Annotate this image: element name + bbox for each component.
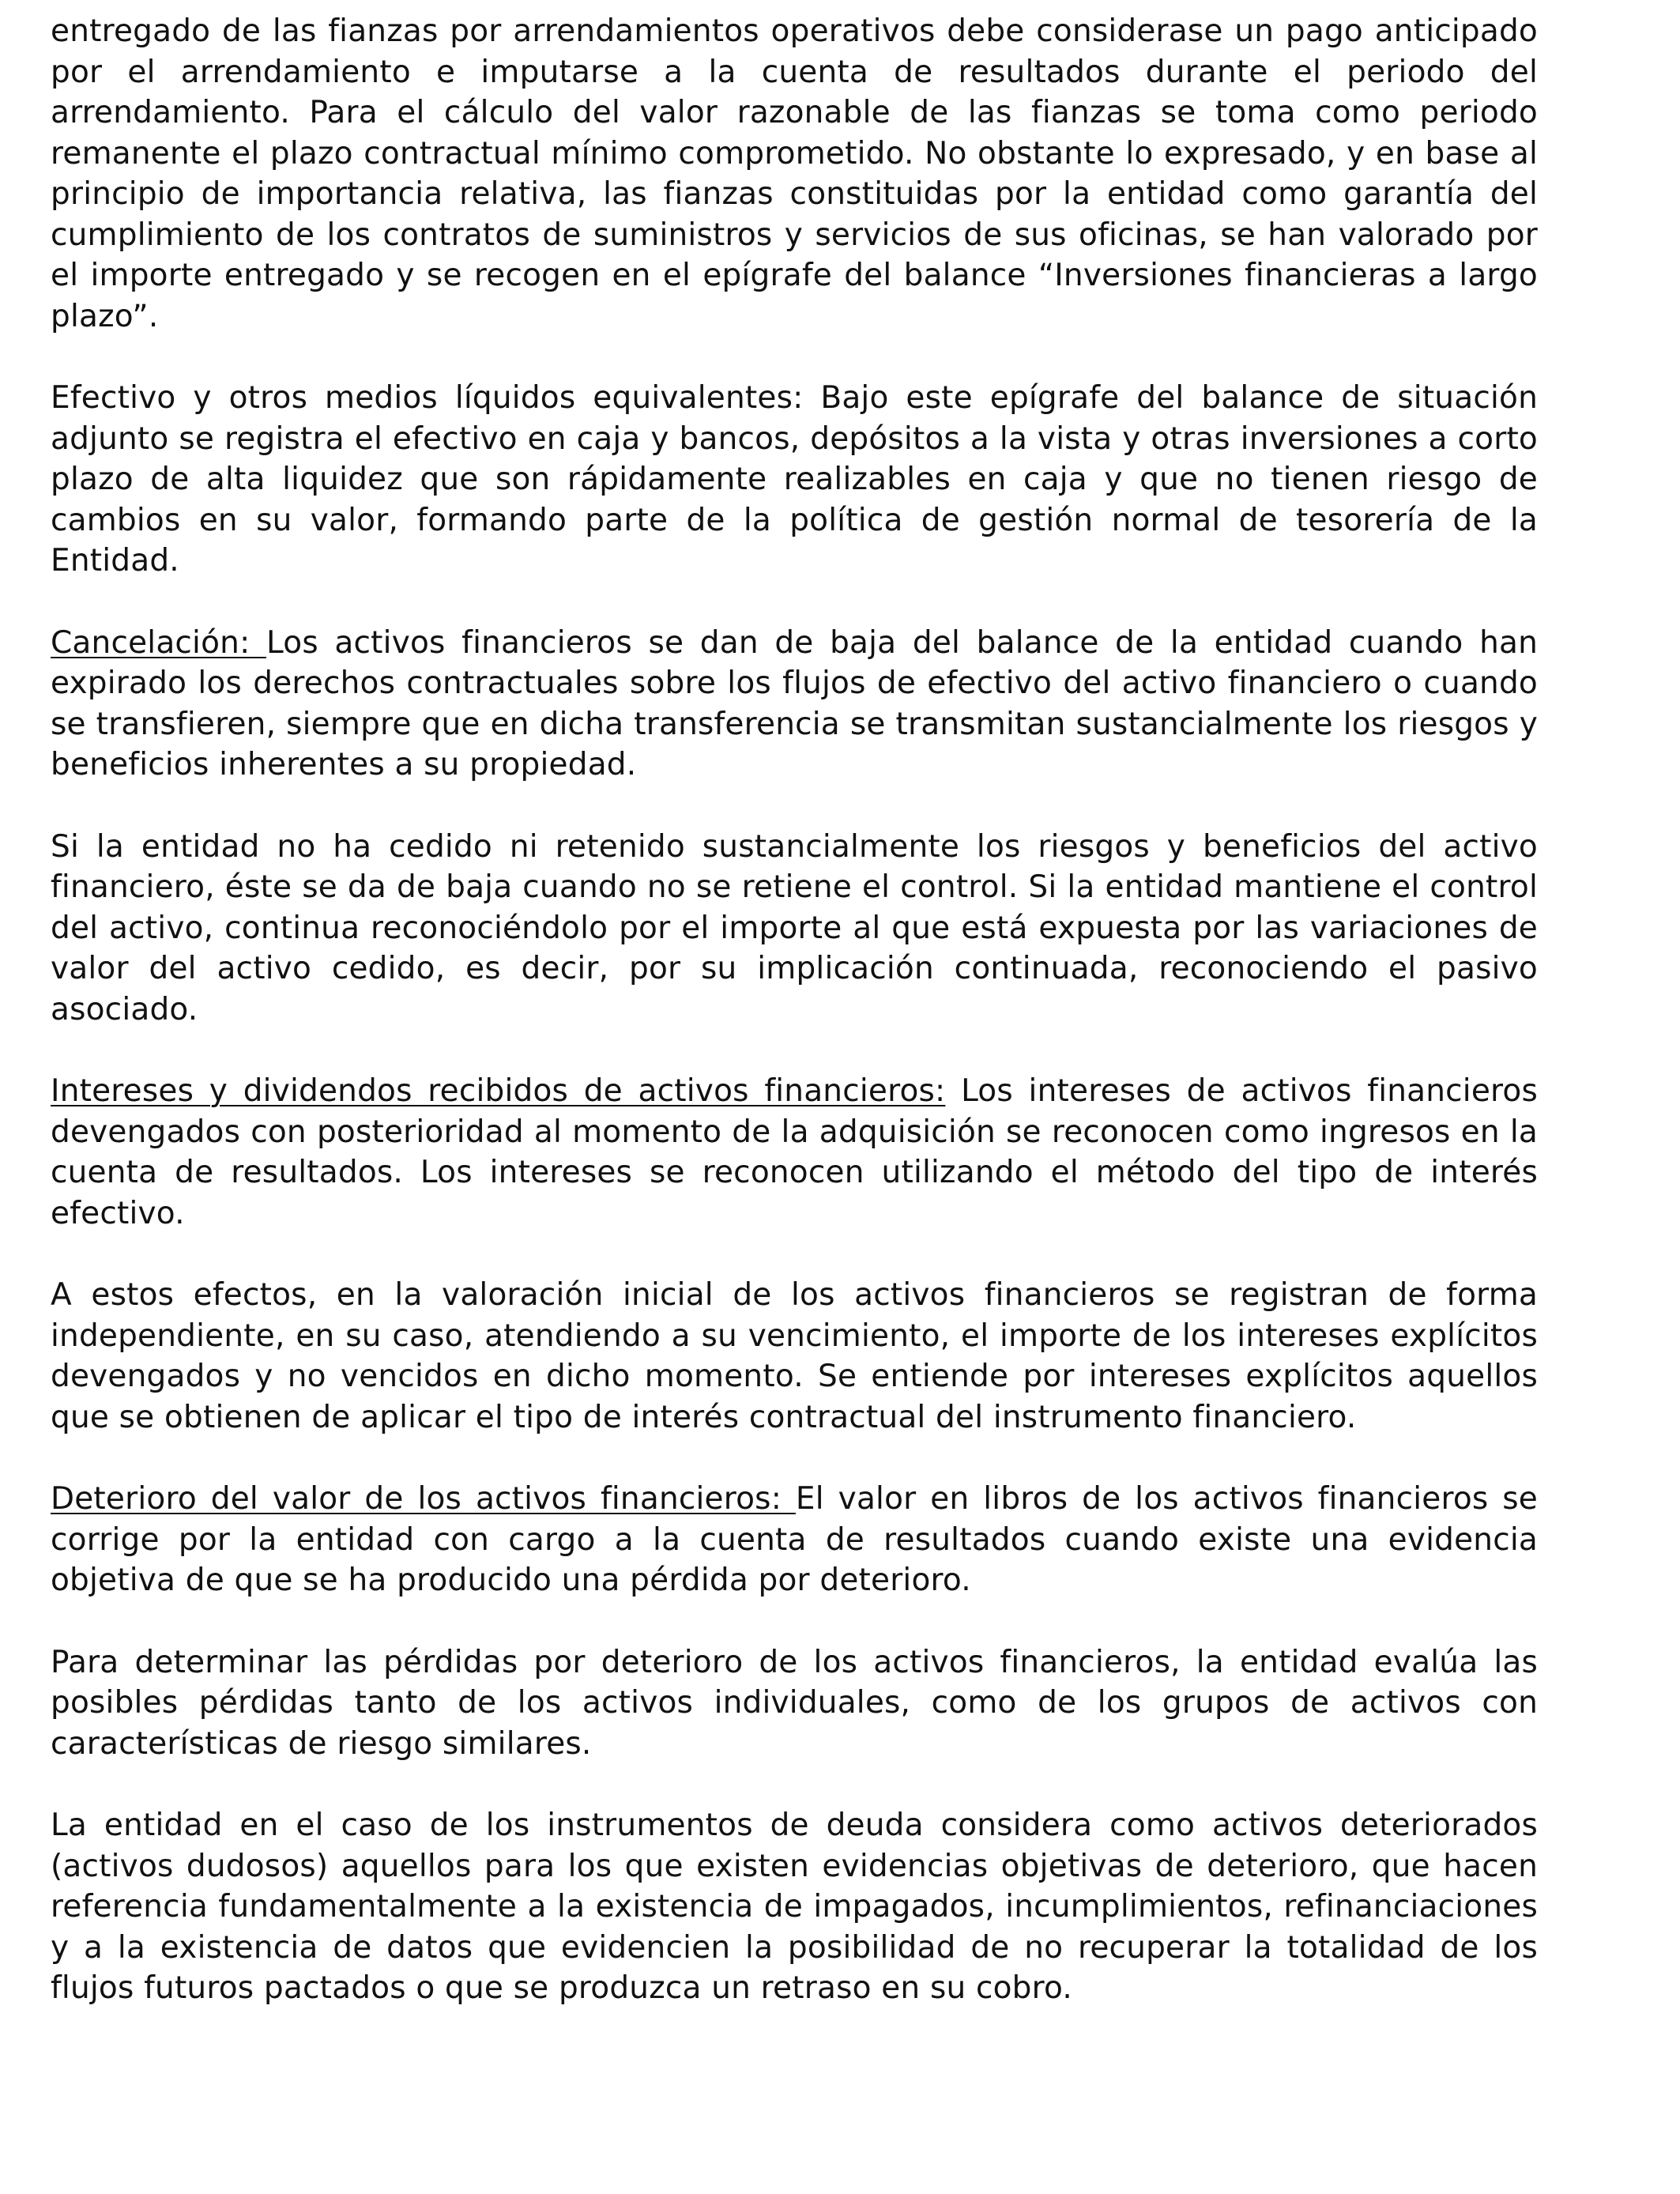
paragraph-cancelacion — [51, 623, 1538, 786]
paragraph-text: A estos efectos, en la valoración inicial de los activos financieros se registran de forma independiente, en su caso, atendiendo a su vencimiento, el importe de los intereses explícitos devengados y no vencidos en dicho momento. Se entiende por intereses explícitos aquellos que se obtienen de aplicar el tipo de interés contractual del instrumento financiero. — [51, 1277, 1538, 1435]
paragraph-efectivo — [51, 378, 1538, 582]
paragraph-control-activo — [51, 827, 1538, 1031]
paragraph-text: El valor en libros de los activos financieros se corrige por la entidad con cargo a la cuenta de resultados cuando existe una evidencia objetiva de que se ha producido una pérdida por deterioro. — [51, 1481, 1538, 1598]
paragraph-text: Para determinar las pérdidas por deterioro de los activos financieros, la entidad evalúa las posibles pérdidas tanto de los activos individuales, como de los grupos de activos con características de riesgo similares. — [51, 1644, 1538, 1762]
paragraph-text: La entidad en el caso de los instrumentos de deuda considera como activos deteriorados (activos dudosos) aquellos para los que existen evidencias objetivas de deterioro, que hacen referencia fundamentalmente a la existencia de impagados, incumplimientos, refinanciaciones y a la existencia de datos que evidencien la posibilidad de no recuperar la totalidad de los flujos futuros pactados o que se produzca un retraso en su cobro. — [51, 1808, 1538, 2006]
paragraph-text: Los activos financieros se dan de baja del balance de la entidad cuando han expirado los derechos contractuales sobre los flujos de efectivo del activo financiero o cuando se transfieren, siempre que en dicha transferencia se transmitan sustancialmente los riesgos y beneficios inherentes a su propiedad. — [51, 624, 1538, 782]
paragraph-text: Los intereses de activos financieros devengados con posterioridad al momento de la adquisición se reconocen como ingresos en la cuenta de resultados. Los intereses se reconocen utilizando el método del tipo de interés efectivo. — [51, 1073, 1538, 1231]
paragraph-intereses-dividendos — [51, 1071, 1538, 1234]
paragraph-text: Efectivo y otros medios líquidos equivalentes: Bajo este epígrafe del balance de situación adjunto se registra el efectivo en caja y bancos, depósitos a la vista y otras inversiones a corto plazo de alta liquidez que son rápidamente realizables en caja y que no tienen riesgo de cambios en su valor, formando parte de la política de gestión normal de tesorería de la Entidad. — [51, 380, 1538, 579]
section-heading-deterioro: Deterioro del valor de los activos financieros: — [51, 1481, 796, 1517]
paragraph-valoracion-inicial — [51, 1275, 1538, 1438]
paragraph-instrumentos-deuda — [51, 1805, 1538, 2009]
paragraph-fianzas-continuation — [51, 11, 1538, 337]
section-heading-cancelacion: Cancelación: — [51, 624, 267, 661]
paragraph-text: Si la entidad no ha cedido ni retenido sustancialmente los riesgos y beneficios del activo financiero, éste se da de baja cuando no se retiene el control. Si la entidad mantiene el control del activo, continua reconociéndolo por el importe al que está expuesta por las variaciones de valor del activo cedido, es decir, por su implicación continuada, reconociendo el pasivo asociado. — [51, 828, 1538, 1027]
paragraph-text: entregado de las fianzas por arrendamientos operativos debe considerase un pago anticipado por el arrendamiento e imputarse a la cuenta de resultados durante el periodo del arrendamiento. Para el cálculo del valor razonable de las fianzas se toma como periodo remanente el plazo contractual mínimo comprometido. No obstante lo expresado, y en base al principio de importancia relativa, las fianzas constituidas por la entidad como garantía del cumplimiento de los contratos de suministros y servicios de sus oficinas, se han valorado por el importe entregado y se recogen en el epígrafe del balance “Inversiones financieras a largo plazo”. — [51, 13, 1538, 334]
paragraph-perdidas-deterioro — [51, 1642, 1538, 1765]
section-heading-intereses: Intereses y dividendos recibidos de activos financieros: — [51, 1073, 946, 1109]
document-page — [51, 11, 1538, 2050]
paragraph-deterioro — [51, 1479, 1538, 1601]
